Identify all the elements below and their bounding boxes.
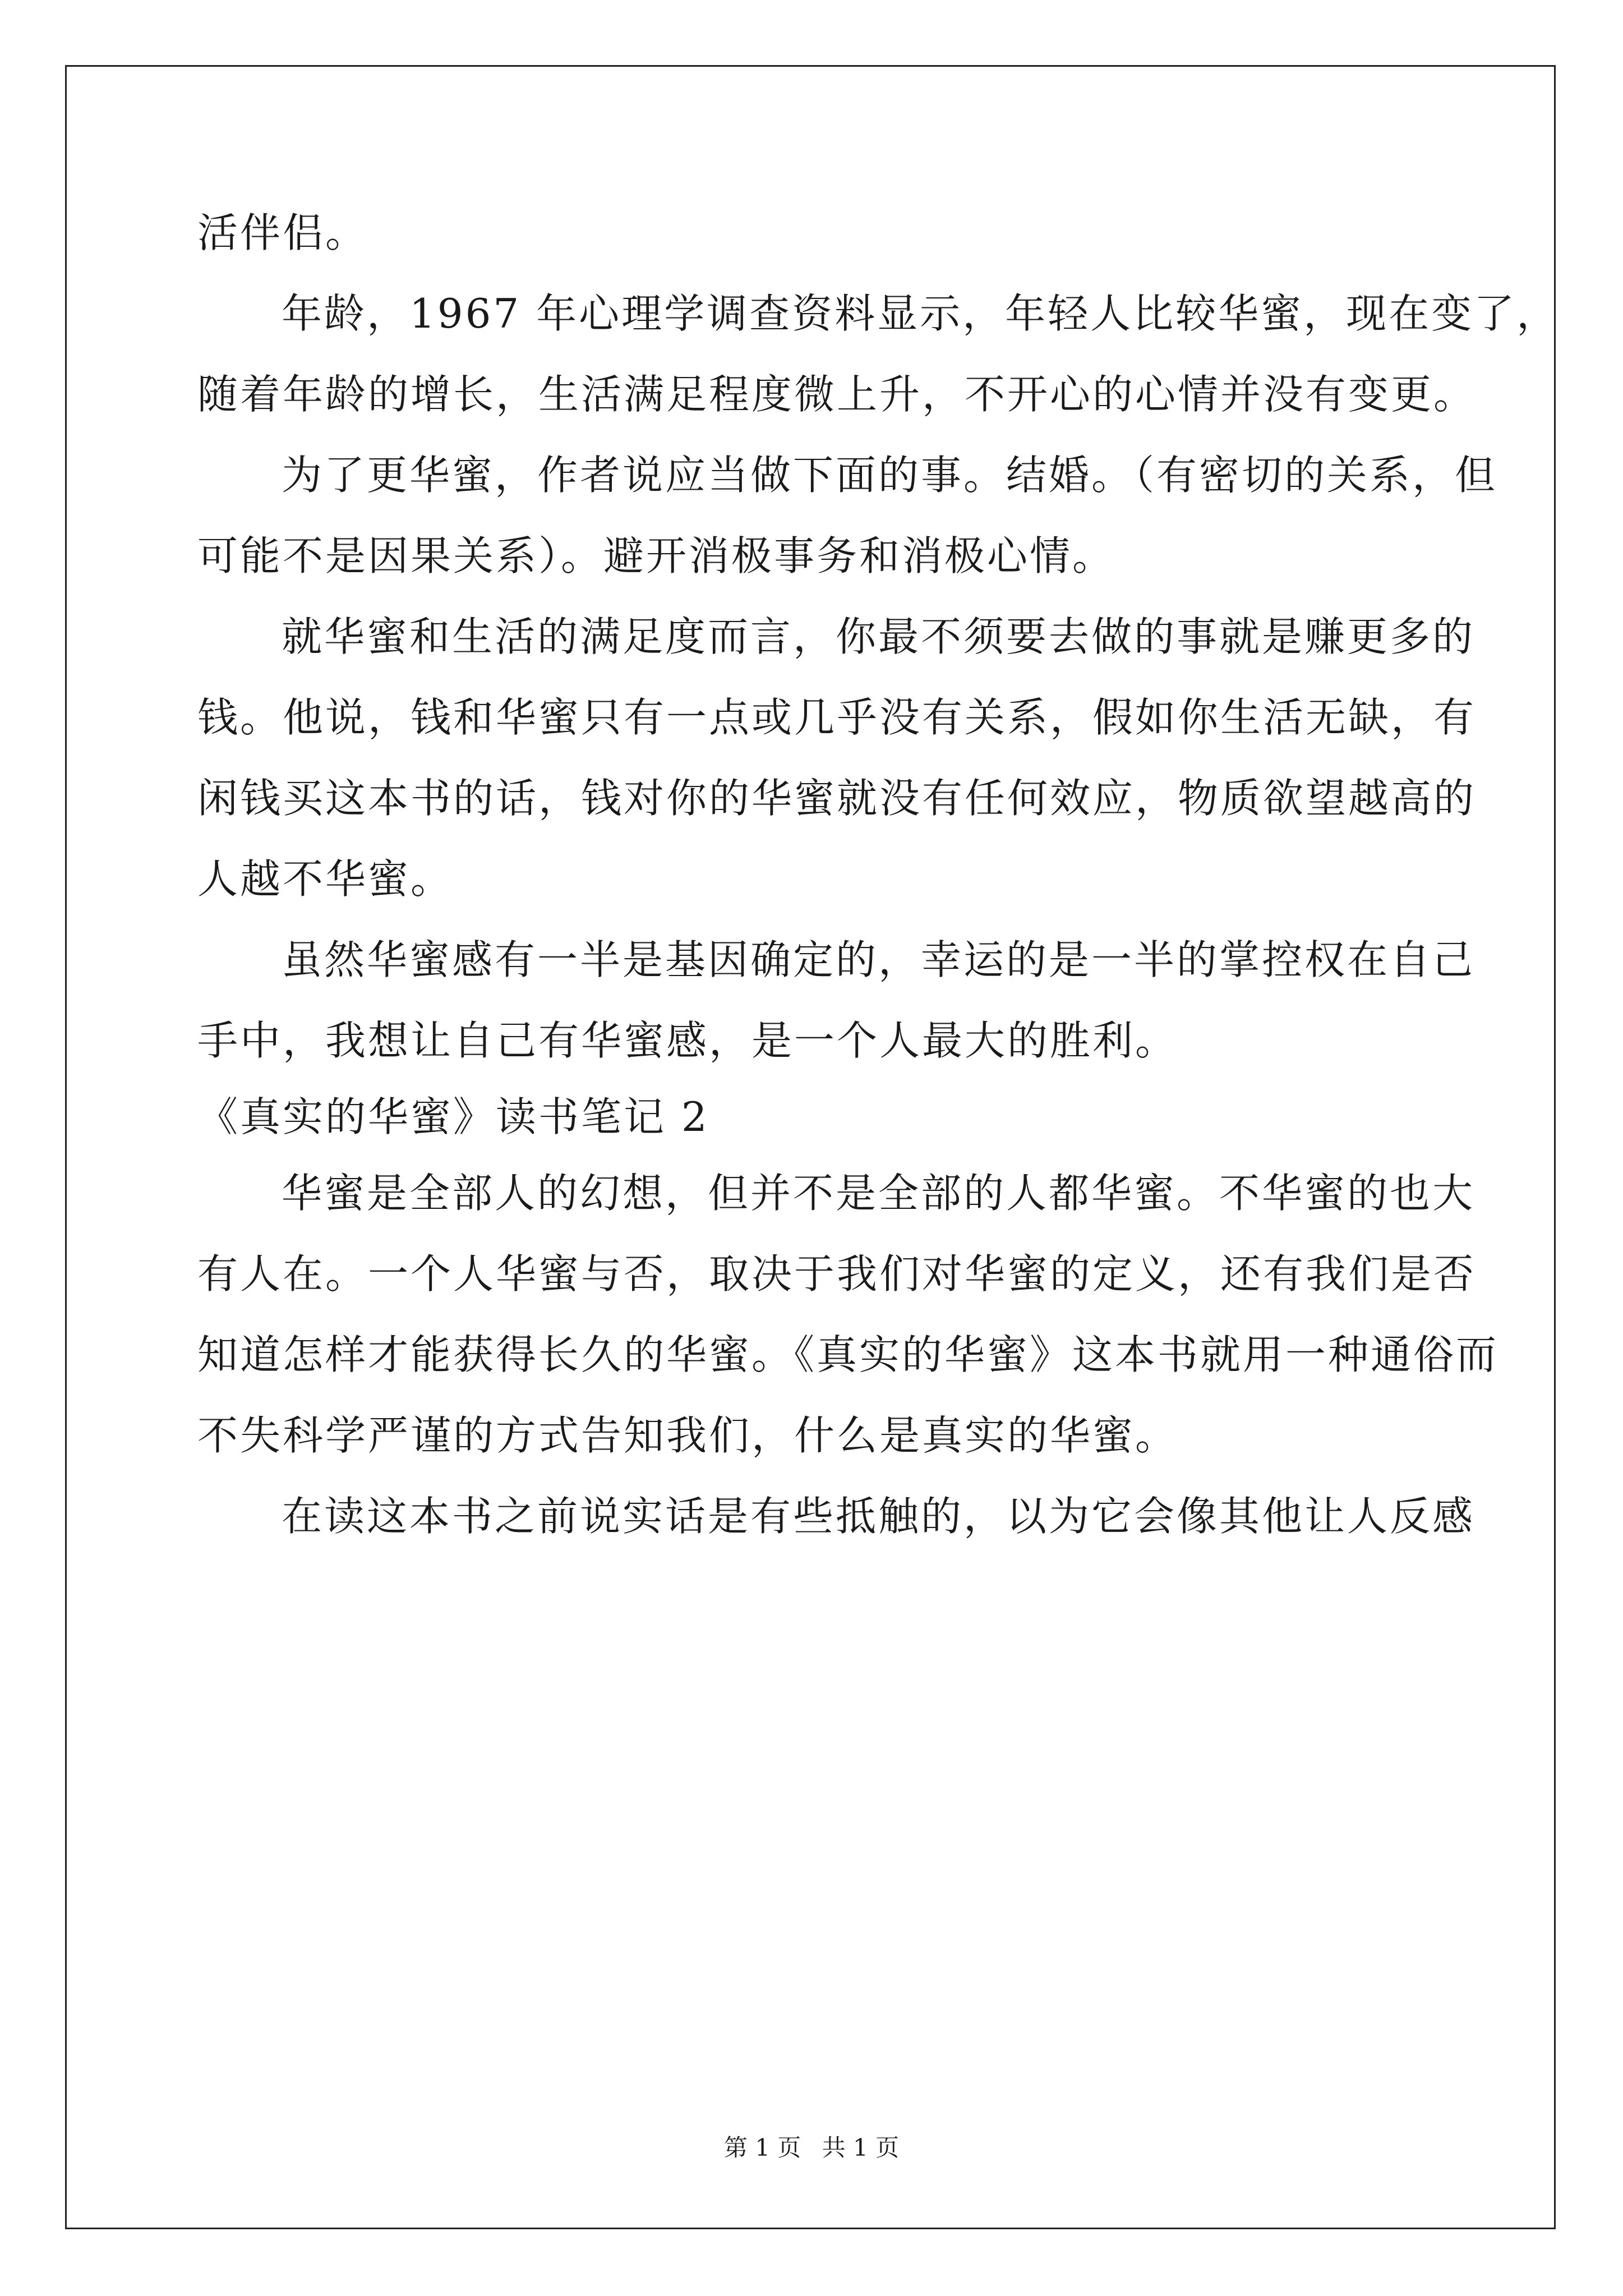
text-line: 随着年龄的增长，生活满足程度微上升，不开心的心情并没有变更。 (197, 371, 1477, 418)
page-total: 共 1 页 (822, 2134, 900, 2161)
text-line: 可能不是因果关系）。避开消极事务和消极心情。 (197, 532, 1115, 579)
section-heading: 《真实的华蜜》读书笔记 2 (197, 1093, 709, 1140)
text-line: 不失科学严谨的方式告知我们，什么是真实的华蜜。 (197, 1412, 1178, 1459)
text-line: 年龄，1967 年心理学调查资料显示，年轻人比较华蜜，现在变了， (282, 290, 1560, 337)
page-number: 第 1 页 (723, 2134, 801, 2161)
text-line: 华蜜是全部人的幻想，但并不是全部的人都华蜜。不华蜜的也大 (282, 1170, 1476, 1217)
text-line: 有人在。一个人华蜜与否，取决于我们对华蜜的定义，还有我们是否 (197, 1250, 1477, 1297)
text-line: 在读这本书之前说实话是有些抵触的，以为它会像其他让人反感 (282, 1493, 1476, 1540)
text-line: 闲钱买这本书的话，钱对你的华蜜就没有任何效应，物质欲望越高的 (197, 775, 1477, 822)
text-line: 就华蜜和生活的满足度而言，你最不须要去做的事就是赚更多的 (282, 613, 1476, 660)
text-line: 知道怎样才能获得长久的华蜜。《真实的华蜜》这本书就用一种通俗而 (197, 1331, 1499, 1378)
text-line: 活伴侣。 (197, 209, 368, 256)
page-footer (0, 2133, 1623, 2163)
text-line: 人越不华蜜。 (197, 855, 454, 903)
text-line: 手中，我想让自己有华蜜感，是一个人最大的胜利。 (197, 1017, 1178, 1064)
text-line: 钱。他说，钱和华蜜只有一点或几乎没有关系，假如你生活无缺，有 (197, 694, 1477, 741)
text-line: 虽然华蜜感有一半是基因确定的，幸运的是一半的掌控权在自己 (282, 936, 1476, 983)
text-line: 为了更华蜜，作者说应当做下面的事。结婚。（有密切的关系，但 (282, 452, 1498, 499)
